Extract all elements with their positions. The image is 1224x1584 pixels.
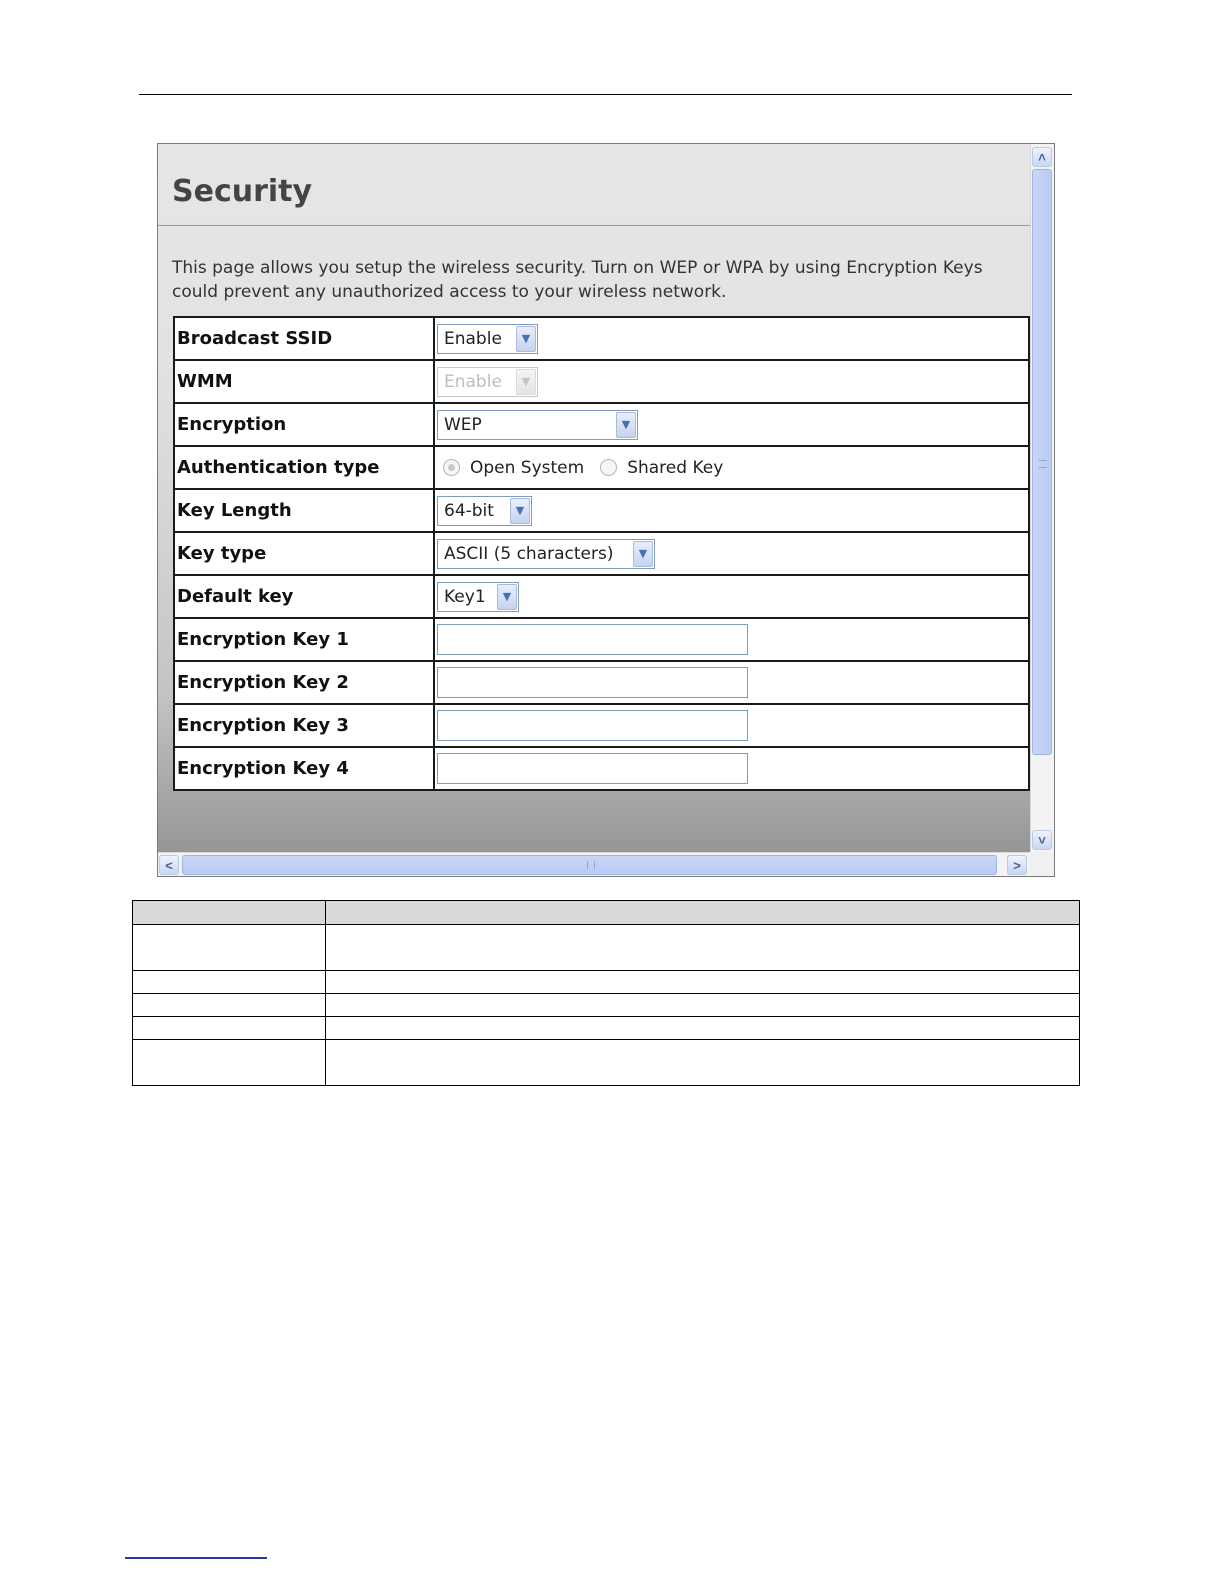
- wmm-row: [174, 360, 1029, 403]
- wmm-select: [437, 367, 538, 397]
- default-key-label: Default key: [174, 575, 434, 618]
- default-key-value: Key1: [444, 586, 486, 607]
- scrollbar-corner: [1030, 852, 1054, 877]
- broadcast-ssid-value: Enable: [444, 328, 502, 349]
- radio-selected-dot: [448, 464, 455, 471]
- table-row: [133, 994, 1080, 1017]
- encryption-key-4-label: Encryption Key 4: [174, 747, 434, 790]
- default-key-select[interactable]: [437, 582, 519, 612]
- table-row: [133, 971, 1080, 994]
- chevron-down-icon: ▼: [516, 369, 536, 395]
- encryption-key-4-input[interactable]: [437, 753, 748, 784]
- authentication-type-radio-group: [437, 458, 1028, 478]
- open-system-label: Open System: [470, 457, 585, 478]
- chevron-left-icon[interactable]: <: [159, 855, 179, 875]
- authentication-type-row: [174, 446, 1029, 489]
- security-settings-table: [173, 316, 1030, 791]
- description-table-header: [133, 901, 1080, 925]
- encryption-key-4-row: [174, 747, 1029, 790]
- title-divider: [158, 225, 1030, 226]
- chevron-down-icon: ▼: [510, 498, 530, 524]
- page-description: This page allows you setup the wireless security. Turn on WEP or WPA by using Encryption Keys could prevent any unauthorized access to your wireless network.: [172, 258, 983, 302]
- encryption-key-3-label: Encryption Key 3: [174, 704, 434, 747]
- page-viewport: [158, 144, 1030, 853]
- encryption-key-1-input[interactable]: [437, 624, 748, 655]
- security-settings-window: [157, 143, 1055, 877]
- default-key-row: [174, 575, 1029, 618]
- encryption-value: WEP: [444, 414, 482, 435]
- key-type-label: Key type: [174, 532, 434, 575]
- wmm-label: WMM: [174, 360, 434, 403]
- encryption-key-3-row: [174, 704, 1029, 747]
- key-type-select[interactable]: [437, 539, 655, 569]
- horizontal-scroll-thumb[interactable]: [182, 855, 997, 875]
- key-type-row: [174, 532, 1029, 575]
- shared-key-radio[interactable]: [600, 459, 617, 476]
- key-type-value: ASCII (5 characters): [444, 543, 614, 564]
- table-row: [133, 925, 1080, 971]
- grip-icon: [587, 861, 595, 869]
- key-length-label: Key Length: [174, 489, 434, 532]
- encryption-key-1-row: [174, 618, 1029, 661]
- horizontal-scrollbar[interactable]: [158, 852, 1030, 877]
- encryption-row: [174, 403, 1029, 446]
- key-length-row: [174, 489, 1029, 532]
- encryption-key-2-input[interactable]: [437, 667, 748, 698]
- wmm-value: Enable: [444, 371, 502, 392]
- chevron-down-icon: ▼: [497, 584, 517, 610]
- table-row: [133, 1040, 1080, 1086]
- broadcast-ssid-select[interactable]: [437, 324, 538, 354]
- encryption-select[interactable]: [437, 410, 638, 440]
- encryption-key-2-row: [174, 661, 1029, 704]
- header-rule: [139, 94, 1072, 95]
- footer-rule: [125, 1557, 267, 1559]
- description-table: [132, 900, 1080, 1086]
- chevron-down-icon: ▼: [516, 326, 536, 352]
- shared-key-label: Shared Key: [627, 457, 724, 478]
- page-title: Security: [172, 174, 313, 209]
- open-system-radio[interactable]: [443, 459, 460, 476]
- encryption-key-2-label: Encryption Key 2: [174, 661, 434, 704]
- encryption-key-1-label: Encryption Key 1: [174, 618, 434, 661]
- vertical-scrollbar[interactable]: [1030, 144, 1054, 852]
- encryption-key-3-input[interactable]: [437, 710, 748, 741]
- authentication-type-label: Authentication type: [174, 446, 434, 489]
- chevron-up-icon[interactable]: ˄: [1032, 147, 1052, 167]
- grip-icon: [1039, 460, 1047, 468]
- encryption-label: Encryption: [174, 403, 434, 446]
- key-length-value: 64-bit: [444, 500, 494, 521]
- broadcast-ssid-label: Broadcast SSID: [174, 317, 434, 360]
- chevron-down-icon: ▼: [633, 541, 653, 567]
- table-row: [133, 1017, 1080, 1040]
- chevron-down-icon: ▼: [616, 412, 636, 438]
- key-length-select[interactable]: [437, 496, 532, 526]
- chevron-down-icon[interactable]: ˅: [1032, 830, 1052, 850]
- broadcast-ssid-row: [174, 317, 1029, 360]
- chevron-right-icon[interactable]: >: [1007, 855, 1027, 875]
- vertical-scroll-thumb[interactable]: [1032, 169, 1052, 755]
